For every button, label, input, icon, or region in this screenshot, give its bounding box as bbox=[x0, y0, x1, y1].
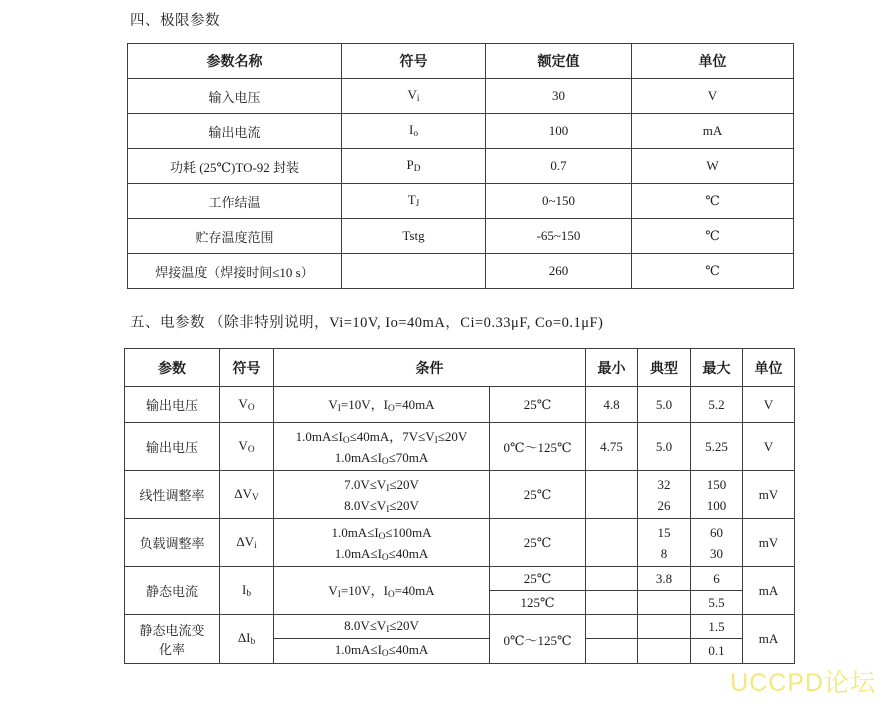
condition-line-2: $1.0mA\le I_O\le 70mA$ bbox=[334, 449, 429, 467]
elec-min-empty bbox=[586, 471, 638, 519]
limit-table-header-row bbox=[128, 44, 794, 79]
watermark: UCCPD论坛 bbox=[730, 669, 876, 697]
limit-param-unit: W bbox=[632, 149, 794, 184]
table-row bbox=[128, 219, 794, 254]
elec-param: 线性调整率 bbox=[125, 471, 220, 519]
elec-min-empty bbox=[586, 519, 638, 567]
elec-condition bbox=[274, 471, 490, 519]
limit-param-rating: 0~150 bbox=[486, 184, 632, 219]
limit-param-name: 工作结温 bbox=[128, 184, 342, 219]
elec-max: 5.25 bbox=[691, 423, 743, 471]
limit-param-symbol: $V_i$ bbox=[342, 79, 486, 114]
condition-line-1: $7.0V\le V_I\le 20V$ bbox=[344, 476, 419, 494]
elec-typ-empty bbox=[638, 591, 691, 615]
elec-symbol: $I_b$ bbox=[220, 567, 274, 615]
typ-line-1: 15 bbox=[657, 524, 671, 540]
section-title-limit-params: 四、极限参数 bbox=[130, 13, 220, 29]
elec-max: 0.1 bbox=[691, 639, 743, 664]
elec-typ bbox=[638, 519, 691, 567]
table-row bbox=[125, 423, 795, 471]
condition-line-2: $1.0mA\le I_O\le 40mA$ bbox=[334, 545, 429, 563]
elec-max bbox=[691, 471, 743, 519]
limit-param-name: 焊接温度（焊接时间≤10 s） bbox=[128, 254, 342, 289]
elec-temp: 0℃～125℃ bbox=[490, 615, 586, 664]
table-row bbox=[125, 615, 795, 639]
elec-condition: $8.0V\le V_I\le 20V$ bbox=[274, 615, 490, 639]
elec-condition bbox=[274, 423, 490, 471]
elec-header-condition: 条件 bbox=[274, 349, 586, 387]
electrical-table-header-row bbox=[125, 349, 795, 387]
limit-param-unit: ℃ bbox=[632, 254, 794, 289]
limit-param-unit: ℃ bbox=[632, 219, 794, 254]
limit-param-rating: -65~150 bbox=[486, 219, 632, 254]
elec-temp: 125℃ bbox=[490, 591, 586, 615]
max-line-1: 60 bbox=[710, 524, 723, 540]
elec-min: 4.8 bbox=[586, 387, 638, 423]
limit-params-table bbox=[127, 43, 794, 289]
elec-header-max: 最大 bbox=[691, 349, 743, 387]
elec-symbol: $V_O$ bbox=[220, 423, 274, 471]
table-row bbox=[125, 471, 795, 519]
elec-unit: mV bbox=[743, 471, 795, 519]
limit-header-symbol: 符号 bbox=[342, 44, 486, 79]
elec-condition: $1.0mA\le I_O\le 40mA$ bbox=[274, 639, 490, 664]
elec-symbol: $\Delta V_i$ bbox=[220, 519, 274, 567]
elec-max: 6 bbox=[691, 567, 743, 591]
param-line-2: 化率 bbox=[158, 642, 185, 657]
elec-condition bbox=[274, 519, 490, 567]
section-title-electrical-params: 五、电参数 （除非特别说明，Vi=10V, Io=40mA，Ci=0.33μF, Co=0.1μF) bbox=[130, 315, 604, 331]
max-line-2: 100 bbox=[706, 497, 727, 513]
elec-typ-empty bbox=[638, 639, 691, 664]
elec-typ: 3.8 bbox=[638, 567, 691, 591]
elec-temp: 25℃ bbox=[490, 519, 586, 567]
elec-param: 负载调整率 bbox=[125, 519, 220, 567]
table-row bbox=[128, 254, 794, 289]
elec-unit: mA bbox=[743, 615, 795, 664]
limit-param-symbol: Tstg bbox=[342, 219, 486, 254]
elec-min-empty bbox=[586, 591, 638, 615]
elec-param: 输出电压 bbox=[125, 423, 220, 471]
limit-param-name: 功耗 (25℃)TO-92 封装 bbox=[128, 149, 342, 184]
typ-line-1: 32 bbox=[657, 476, 671, 492]
elec-param bbox=[125, 615, 220, 664]
typ-line-2: 26 bbox=[657, 497, 671, 513]
elec-symbol: $\Delta V_V$ bbox=[220, 471, 274, 519]
elec-header-min: 最小 bbox=[586, 349, 638, 387]
condition-line-1: $1.0mA\le I_O\le 40mA$，$7V\le V_I\le 20V$ bbox=[295, 428, 468, 446]
elec-typ: 5.0 bbox=[638, 423, 691, 471]
elec-temp: 0℃～125℃ bbox=[490, 423, 586, 471]
elec-header-symbol: 符号 bbox=[220, 349, 274, 387]
elec-symbol: $\Delta I_b$ bbox=[220, 615, 274, 664]
limit-param-rating: 30 bbox=[486, 79, 632, 114]
condition-line-1: $1.0mA\le I_O\le 100mA$ bbox=[331, 524, 432, 542]
elec-max: 5.5 bbox=[691, 591, 743, 615]
table-row bbox=[125, 387, 795, 423]
table-row bbox=[128, 114, 794, 149]
elec-max: 5.2 bbox=[691, 387, 743, 423]
max-line-2: 30 bbox=[710, 545, 723, 561]
param-line-1: 静态电流变 bbox=[139, 623, 205, 638]
elec-max: 1.5 bbox=[691, 615, 743, 639]
limit-param-unit: mA bbox=[632, 114, 794, 149]
elec-unit: V bbox=[743, 423, 795, 471]
elec-typ: 5.0 bbox=[638, 387, 691, 423]
limit-header-rating: 额定值 bbox=[486, 44, 632, 79]
limit-param-rating: 100 bbox=[486, 114, 632, 149]
elec-unit: mA bbox=[743, 567, 795, 615]
table-row bbox=[128, 79, 794, 114]
limit-param-unit: ℃ bbox=[632, 184, 794, 219]
elec-unit: mV bbox=[743, 519, 795, 567]
elec-condition: $V_I=10V$，$I_O=40mA$ bbox=[274, 387, 490, 423]
typ-line-2: 8 bbox=[660, 545, 668, 561]
elec-min-empty bbox=[586, 639, 638, 664]
table-row bbox=[125, 519, 795, 567]
elec-min-empty bbox=[586, 567, 638, 591]
limit-param-unit: V bbox=[632, 79, 794, 114]
elec-header-unit: 单位 bbox=[743, 349, 795, 387]
elec-min-empty bbox=[586, 615, 638, 639]
elec-condition: $V_I=10V$，$I_O=40mA$ bbox=[274, 567, 490, 615]
limit-param-symbol: $I_o$ bbox=[342, 114, 486, 149]
elec-temp: 25℃ bbox=[490, 471, 586, 519]
elec-header-typ: 典型 bbox=[638, 349, 691, 387]
elec-typ-empty bbox=[638, 615, 691, 639]
limit-header-unit: 单位 bbox=[632, 44, 794, 79]
condition-line-2: $8.0V\le V_I\le 20V$ bbox=[344, 497, 419, 515]
limit-param-symbol: $P_D$ bbox=[342, 149, 486, 184]
limit-header-param-name: 参数名称 bbox=[128, 44, 342, 79]
elec-typ bbox=[638, 471, 691, 519]
table-row bbox=[128, 149, 794, 184]
elec-temp: 25℃ bbox=[490, 567, 586, 591]
elec-param: 输出电压 bbox=[125, 387, 220, 423]
limit-param-symbol: $T_J$ bbox=[342, 184, 486, 219]
elec-max bbox=[691, 519, 743, 567]
table-row bbox=[125, 567, 795, 591]
elec-symbol: $V_O$ bbox=[220, 387, 274, 423]
limit-param-name: 输入电压 bbox=[128, 79, 342, 114]
limit-param-rating: 260 bbox=[486, 254, 632, 289]
table-row bbox=[128, 184, 794, 219]
elec-min: 4.75 bbox=[586, 423, 638, 471]
limit-param-name: 贮存温度范围 bbox=[128, 219, 342, 254]
elec-param: 静态电流 bbox=[125, 567, 220, 615]
electrical-params-table bbox=[124, 348, 795, 664]
elec-temp: 25℃ bbox=[490, 387, 586, 423]
elec-header-param: 参数 bbox=[125, 349, 220, 387]
max-line-1: 150 bbox=[706, 476, 727, 492]
limit-param-name: 输出电流 bbox=[128, 114, 342, 149]
limit-param-rating: 0.7 bbox=[486, 149, 632, 184]
elec-unit: V bbox=[743, 387, 795, 423]
limit-param-symbol-empty bbox=[342, 254, 486, 289]
